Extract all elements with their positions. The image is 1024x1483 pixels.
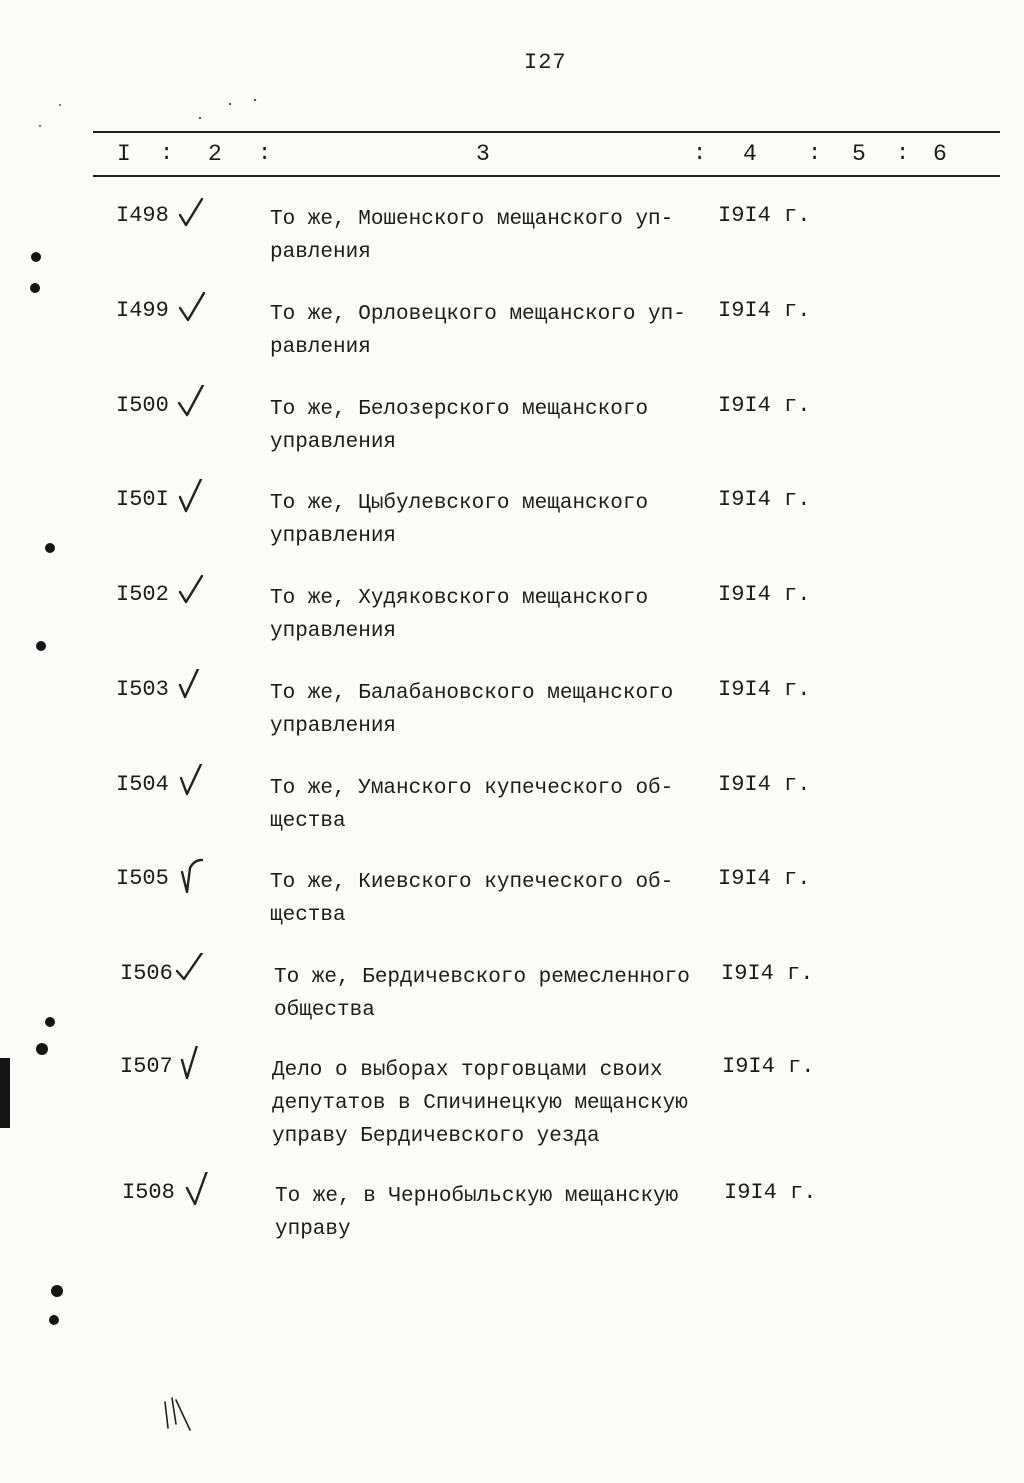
entry-number: I499 bbox=[116, 298, 169, 323]
table-top-rule bbox=[93, 131, 1000, 133]
entry-description-line: равления bbox=[270, 336, 371, 359]
entry-description-line: То же, Бердичевского ремесленного bbox=[274, 966, 690, 989]
entry-number: I507 bbox=[120, 1054, 173, 1079]
smudge-icon bbox=[254, 99, 256, 101]
checkmark-icon bbox=[176, 195, 208, 231]
checkmark-icon bbox=[176, 479, 208, 515]
entry-description-line: щества bbox=[270, 904, 346, 927]
checkmark-icon bbox=[176, 953, 208, 989]
entry-description-line: управления bbox=[270, 715, 397, 738]
smudge-icon bbox=[59, 104, 61, 106]
entry-description bbox=[270, 582, 710, 648]
entry-year: I9I4 г. bbox=[722, 1054, 815, 1079]
table-row bbox=[0, 677, 1024, 767]
entry-number: I508 bbox=[122, 1180, 175, 1205]
table-row bbox=[0, 393, 1024, 483]
table-row bbox=[0, 1180, 1024, 1270]
smudge-icon bbox=[199, 117, 201, 119]
entry-description-line: То же, Цыбулевского мещанского bbox=[270, 492, 649, 515]
table-row bbox=[0, 961, 1024, 1051]
entry-description-line: То же, Киевского купеческого об- bbox=[270, 871, 674, 894]
checkmark-icon bbox=[176, 858, 208, 894]
entry-number: I500 bbox=[116, 393, 169, 418]
entry-year: I9I4 г. bbox=[718, 487, 811, 512]
entry-description bbox=[270, 866, 710, 932]
entry-description-line: То же, Мошенского мещанского уп- bbox=[270, 208, 674, 231]
binder-hole-icon bbox=[49, 1315, 59, 1325]
column-separator: : bbox=[693, 141, 707, 166]
table-row bbox=[0, 582, 1024, 672]
table-row bbox=[0, 487, 1024, 577]
entry-year: I9I4 г. bbox=[718, 298, 811, 323]
smudge-icon bbox=[229, 103, 231, 105]
column-separator: : bbox=[258, 141, 272, 166]
binder-hole-icon bbox=[51, 1285, 63, 1297]
entry-number: I498 bbox=[116, 203, 169, 228]
checkmark-icon bbox=[176, 290, 208, 326]
table-row bbox=[0, 866, 1024, 956]
column-header-1: I bbox=[117, 141, 131, 167]
handwritten-mark-icon bbox=[165, 1398, 190, 1430]
entry-number: I504 bbox=[116, 772, 169, 797]
checkmark-icon bbox=[176, 669, 208, 705]
checkmark-icon bbox=[176, 764, 208, 800]
entry-description bbox=[270, 677, 710, 743]
table-row bbox=[0, 772, 1024, 862]
entry-year: I9I4 г. bbox=[718, 582, 811, 607]
entry-description-line: То же, Худяковского мещанского bbox=[270, 587, 649, 610]
table-row bbox=[0, 298, 1024, 388]
entry-description-line: управления bbox=[270, 431, 397, 454]
entry-description-line: То же, в Чернобыльскую мещанскую bbox=[275, 1185, 679, 1208]
entry-description bbox=[270, 487, 710, 553]
column-header-2: 2 bbox=[208, 141, 222, 167]
entry-description bbox=[270, 393, 710, 459]
entry-description bbox=[270, 203, 710, 269]
entry-year: I9I4 г. bbox=[718, 393, 811, 418]
entry-description bbox=[270, 772, 710, 838]
entry-description-line: общества bbox=[274, 999, 375, 1022]
entry-description-line: равления bbox=[270, 241, 371, 264]
checkmark-icon bbox=[184, 1172, 216, 1208]
entry-year: I9I4 г. bbox=[718, 203, 811, 228]
table-row bbox=[0, 1054, 1024, 1174]
column-separator: : bbox=[896, 141, 910, 166]
entry-description-line: управления bbox=[270, 620, 397, 643]
entry-description-line: То же, Уманского купеческого об- bbox=[270, 777, 674, 800]
entry-description-line: То же, Балабановского мещанского bbox=[270, 682, 674, 705]
entry-number: I503 bbox=[116, 677, 169, 702]
entry-description-line: То же, Орловецкого мещанского уп- bbox=[270, 303, 686, 326]
entry-description-line: щества bbox=[270, 810, 346, 833]
entry-description bbox=[275, 1180, 715, 1246]
entry-description bbox=[270, 298, 710, 364]
entry-number: I50I bbox=[116, 487, 169, 512]
entry-year: I9I4 г. bbox=[718, 677, 811, 702]
table-header-rule bbox=[93, 175, 1000, 177]
entry-year: I9I4 г. bbox=[724, 1180, 817, 1205]
entry-description-line: Дело о выборах торговцами своих bbox=[272, 1059, 663, 1082]
column-separator: : bbox=[160, 141, 174, 166]
column-header-5: 5 bbox=[852, 141, 866, 167]
column-separator: : bbox=[808, 141, 822, 166]
entry-description bbox=[274, 961, 714, 1027]
entry-description-line: управления bbox=[270, 525, 397, 548]
entry-year: I9I4 г. bbox=[718, 866, 811, 891]
entry-description bbox=[272, 1054, 712, 1153]
entry-description-line: депутатов в Спичинецкую мещанскую bbox=[272, 1092, 688, 1115]
entry-description-line: управу bbox=[275, 1218, 351, 1241]
entry-year: I9I4 г. bbox=[718, 772, 811, 797]
entry-description-line: управу Бердичевского уезда bbox=[272, 1125, 600, 1148]
entry-number: I502 bbox=[116, 582, 169, 607]
entry-year: I9I4 г. bbox=[721, 961, 814, 986]
column-header-3: 3 bbox=[476, 141, 490, 167]
entry-number: I505 bbox=[116, 866, 169, 891]
entry-number: I506 bbox=[120, 961, 173, 986]
column-header-6: 6 bbox=[933, 141, 947, 167]
checkmark-icon bbox=[176, 385, 208, 421]
table-row bbox=[0, 203, 1024, 293]
checkmark-icon bbox=[176, 1046, 208, 1082]
entry-description-line: То же, Белозерского мещанского bbox=[270, 398, 649, 421]
page-number: I27 bbox=[524, 50, 567, 75]
smudge-icon bbox=[39, 125, 41, 127]
column-header-4: 4 bbox=[743, 141, 757, 167]
checkmark-icon bbox=[176, 574, 208, 610]
